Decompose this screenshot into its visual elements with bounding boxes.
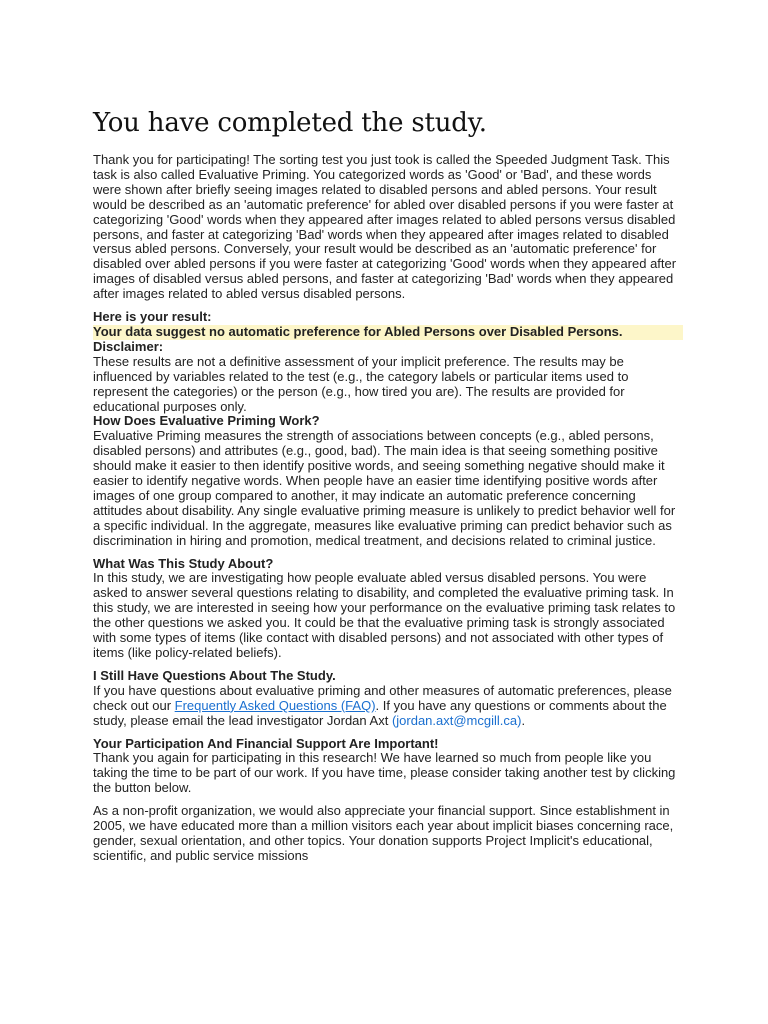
page-title: You have completed the study. [93,108,487,138]
result-label: Here is your result: [93,309,212,325]
about-heading: What Was This Study About? [93,555,274,571]
disclaimer-heading: Disclaimer: [93,338,164,354]
disclaimer-paragraph: These results are not a definitive assessment of your implicit preference. The results may be influenced by variables related to the test (e.g., the category labels or particular items used to represent the categories) or the person (e.g., how tired you are). The results are provided for educational purposes only. [93,353,629,414]
support-heading: Your Participation And Financial Support Are Important! [93,735,439,751]
intro-paragraph: Thank you for participating! The sorting test you just took is called the Speeded Judgment Task. This task is also called Evaluative Priming. You categorized words as 'Good' or 'Bad', and these words were shown after briefly seeing images related to disabled persons and abled persons. Your result would be described as an 'automatic preference' for abled over disabled persons if you were faster at categorizing 'Good' words when they appeared after images related to abled persons versus disabled persons, and faster at categorizing 'Bad' words when they appeared after images related to disabled versus abled persons. Conversely, your result would be described as an 'automatic preference' for disabled over abled persons if you were faster at categorizing 'Good' words when they appeared after images of disabled versus abled persons, and faster at categorizing 'Bad' words when they appeared after images related to abled versus disabled persons. [93,152,677,302]
how-works-heading: How Does Evaluative Priming Work? [93,413,320,429]
email-link[interactable]: (jordan.axt@mcgill.ca) [391,712,522,728]
questions-text-after: . [521,712,526,728]
document-page [93,106,683,864]
questions-paragraph [93,684,683,729]
about-paragraph: In this study, we are investigating how people evaluate abled versus disabled persons. You were asked to answer several questions relating to disability, and completed the evaluative priming task. In this study, we are interested in seeing how your performance on the evaluative priming task relates to the other questions we asked you. It could be that the evaluative priming task is strongly associated with some types of items (like contact with disabled persons) and not associated with other types of items (like policy-related beliefs). [93,570,676,660]
support-paragraph-1: Thank you again for participating in this research! We have learned so much from people like you taking the time to be part of our work. If you have time, please consider taking another test by clicking the button below. [93,750,676,796]
faq-link[interactable]: Frequently Asked Questions (FAQ) [174,697,376,713]
questions-text-before: If you have questions about evaluative priming and other measures of automatic preferences, please check out our [93,682,672,713]
result-text: Your data suggest no automatic preference for Abled Persons over Disabled Persons. [93,325,683,340]
how-works-paragraph: Evaluative Priming measures the strength of associations between concepts (e.g., abled persons, disabled persons) and attributes (e.g., good, bad). The main idea is that seeing something positive should make it easier to then identify positive words, and seeing something negative should make it easier to identify negative words. When people have an easier time identifying positive words after images of one group compared to another, it may indicate an automatic preference concerning attitudes about disability. Any single evaluative priming measure is unlikely to predict behavior well for a specific individual. In the aggregate, measures like evaluative priming can predict behavior such as discrimination in hiring and promotion, medical treatment, and decisions related to criminal justice. [93,428,676,548]
questions-heading: I Still Have Questions About The Study. [93,667,336,683]
support-paragraph-2: As a non-profit organization, we would also appreciate your financial support. Since establishment in 2005, we have educated more than a million visitors each year about implicit biases concerning race, gender, sexual orientation, and other topics. Your donation supports Project Implicit's educational, scientific, and public service missions [93,803,674,863]
questions-text-middle: . If you have any questions or comments about the study, please email the lead investigator Jordan Axt [93,697,667,728]
